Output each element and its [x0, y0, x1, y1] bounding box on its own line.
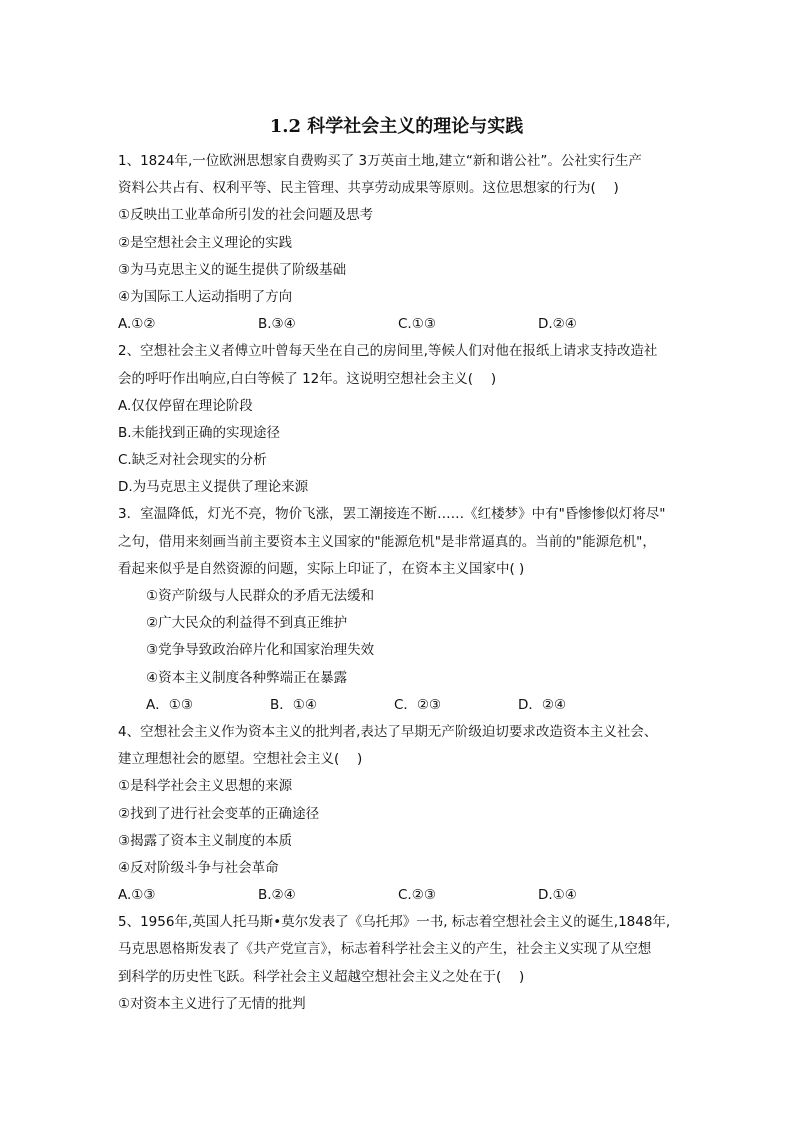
choice-item: A.仅仅停留在理论阶段 — [118, 397, 253, 414]
question-stem-line: 看起来似乎是自然资源的问题，实际上印证了，在资本主义国家中( ) — [118, 560, 525, 577]
option-b: B.②④ — [258, 887, 296, 904]
statement-item: ①资产阶级与人民群众的矛盾无法缓和 — [146, 588, 375, 604]
statement-item: ④为国际工人运动指明了方向 — [118, 288, 293, 305]
option-d: D.②④ — [538, 316, 577, 333]
question-stem-line: 资料公共占有、权利平等、民主管理、共享劳动成果等原则。这位思想家的行为( ) — [118, 180, 619, 197]
choice-item: D.为马克思主义提供了理论来源 — [118, 479, 309, 496]
question-3 — [118, 501, 678, 719]
option-c: C.①③ — [398, 316, 436, 333]
question-4 — [118, 719, 678, 909]
option-a: A．①③ — [146, 696, 193, 713]
statement-item: ②找到了进行社会变革的正确途径 — [118, 805, 320, 822]
statement-item: ③为马克思主义的诞生提供了阶级基础 — [118, 261, 347, 278]
question-stem-line: 4、空想社会主义作为资本主义的批判者,表达了早期无产阶级迫切要求改造资本主义社会、 — [118, 723, 658, 740]
option-b: B．①④ — [270, 696, 317, 713]
statement-item: ④反对阶级斗争与社会革命 — [118, 859, 279, 876]
statement-item: ④资本主义制度各种弊端正在暴露 — [146, 669, 348, 686]
option-c: C．②③ — [394, 696, 442, 713]
statement-item: ②广大民众的利益得不到真正维护 — [146, 615, 348, 632]
choice-item: B.未能找到正确的实现途径 — [118, 424, 281, 441]
statement-item: ③党争导致政治碎片化和国家治理失效 — [146, 642, 375, 659]
option-d: D.①④ — [538, 887, 577, 904]
question-stem-line: 会的呼吁作出响应,白白等候了 12年。这说明空想社会主义( ) — [118, 370, 497, 387]
question-stem-line: 5、1956年,英国人托马斯•莫尔发表了《乌托邦》一书, 标志着空想社会主义的诞生,1848年, — [118, 914, 671, 931]
statement-item: ③揭露了资本主义制度的本质 — [118, 832, 293, 849]
answer-options — [118, 692, 678, 719]
question-stem-line: 3．室温降低，灯光不亮，物价飞涨，罢工潮接连不断……《红楼梦》中有"昏惨惨似灯将尽" — [118, 506, 666, 523]
statement-item: ①是科学社会主义思想的来源 — [118, 778, 293, 795]
question-stem-line: 1、1824年,一位欧洲思想家自费购买了 3万英亩土地,建立“新和谐公社”。公社实行生产 — [118, 153, 642, 169]
page-title: 1.2 科学社会主义的理论与实践 — [269, 116, 524, 137]
option-b: B.③④ — [258, 316, 296, 333]
statement-item: ①对资本主义进行了无情的批判 — [118, 995, 306, 1012]
question-2 — [118, 338, 678, 501]
statement-item: ①反映出工业革命所引发的社会问题及思考 — [118, 207, 374, 224]
option-a: A.①② — [118, 316, 156, 333]
question-1 — [118, 148, 678, 338]
option-a: A.①③ — [118, 887, 156, 904]
question-list — [118, 148, 678, 1018]
answer-options — [118, 882, 678, 909]
question-5 — [118, 909, 678, 1018]
question-stem-line: 2、空想社会主义者傅立叶曾每天坐在自己的房间里,等候人们对他在报纸上请求支持改造社 — [118, 343, 658, 360]
option-d: D．②④ — [518, 696, 567, 713]
question-stem-line: 建立理想社会的愿望。空想社会主义( ) — [118, 751, 363, 768]
option-c: C.②③ — [398, 887, 436, 904]
choice-item: C.缺乏对社会现实的分析 — [118, 452, 267, 469]
statement-item: ②是空想社会主义理论的实践 — [118, 234, 293, 251]
question-stem-line: 到科学的历史性飞跃。科学社会主义超越空想社会主义之处在于( ) — [118, 968, 525, 985]
answer-options — [118, 311, 678, 338]
question-stem-line: 马克思恩格斯发表了《共产党宣言》，标志着科学社会主义的产生，社会主义实现了从空想 — [118, 941, 652, 958]
question-stem-line: 之句，借用来刻画当前主要资本主义国家的"能源危机"是非常逼真的。当前的"能源危机"， — [118, 533, 656, 550]
